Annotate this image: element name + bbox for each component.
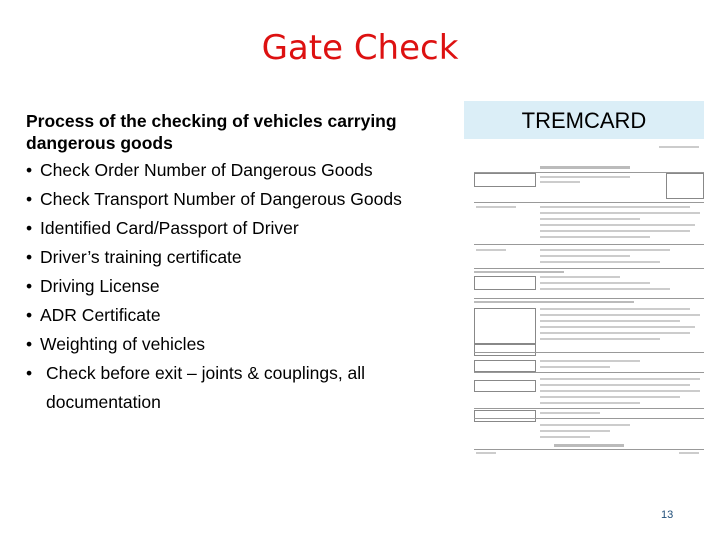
bullet-item: • Identified Card/Passport of Driver — [26, 214, 466, 243]
bullet-item: • ADR Certificate — [26, 301, 466, 330]
bullet-item: • Weighting of vehicles — [26, 330, 466, 359]
process-heading: Process of the checking of vehicles carrying dangerous goods — [26, 111, 397, 153]
page-number: 13 — [661, 509, 674, 521]
bullet-item: • Driving License — [26, 272, 466, 301]
tremcard-header: TREMCARD — [464, 101, 704, 139]
bullet-item: • Driver’s training certificate — [26, 243, 466, 272]
tremcard-form-image — [474, 140, 704, 460]
bullet-item: • Check Order Number of Dangerous Goods — [26, 156, 466, 185]
bullet-item: • Check before exit – joints & couplings, all documentation — [26, 359, 466, 417]
slide-title: Gate Check — [261, 28, 459, 68]
process-text — [26, 110, 466, 417]
bullet-item: • Check Transport Number of Dangerous Goods — [26, 185, 466, 214]
bullet-list — [26, 156, 466, 417]
